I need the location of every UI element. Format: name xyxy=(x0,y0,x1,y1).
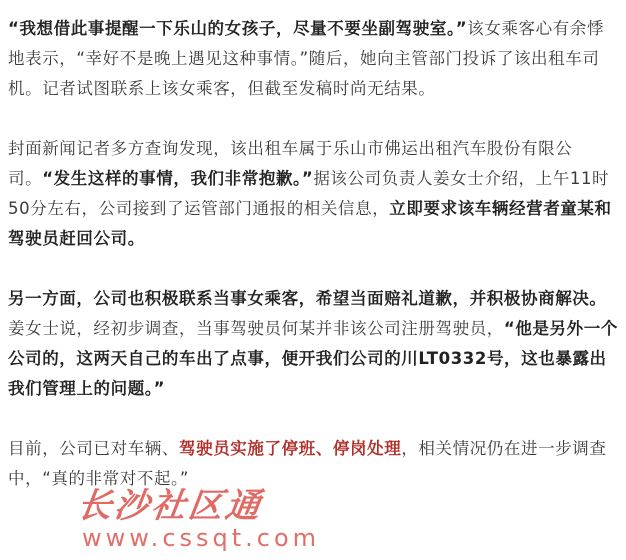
paragraph-gap xyxy=(8,404,620,434)
paragraph-3 xyxy=(8,284,620,314)
highlight-suspension: 驾驶员实施了停班、停岗处理 xyxy=(179,439,402,458)
paragraph-1 xyxy=(8,14,620,104)
paragraph-2-lead: 封面新闻记者多方查询发现，该出租车属于乐山市佛运出租汽车股份有限公司。 xyxy=(8,139,573,188)
quote-apology: “发生这样的事情，我们非常抱歉。” xyxy=(42,169,314,188)
paragraph-2-mid: 据该公司负责人姜女士介绍，上午11时50分左右，公司接到了运管部门通报的相关信息， xyxy=(8,169,610,218)
paragraph-gap xyxy=(8,254,620,284)
paragraph-4 xyxy=(8,314,620,404)
paragraph-2-bold-end: 立即要求该车辆经营者童某和驾驶员赶回公司。 xyxy=(8,199,612,248)
paragraph-5 xyxy=(8,434,620,494)
paragraph-3-bold: 另一方面，公司也积极联系当事女乘客，希望当面赔礼道歉，并积极协商解决。 xyxy=(8,289,607,308)
watermark-url: www.cssqt.com xyxy=(82,524,321,552)
watermark-title: 长沙社区通 xyxy=(74,486,266,526)
paragraph-1-text: 该女乘客心有余悸地表示，“幸好不是晚上遇见这种事情。”随后，她向主管部门投诉了该出租车司机。记者试图联系上该女乘客，但截至发稿时尚无结果。 xyxy=(8,19,605,98)
paragraph-2 xyxy=(8,134,620,254)
quote-other-company: “他是另外一个公司的，这两天自己的车出了点事，便开我们公司的川LT0332号，这也暴露出我们管理上的问题。” xyxy=(8,319,618,398)
article-body xyxy=(8,14,620,494)
quote-remind-girls: “我想借此事提醒一下乐山的女孩子，尽量不要坐副驾驶室。” xyxy=(8,19,468,38)
paragraph-5-lead: 目前，公司已对车辆、 xyxy=(8,439,179,458)
paragraph-5-rest: ，相关情况仍在进一步调查中，“真的非常对不起。” xyxy=(8,439,607,488)
paragraph-gap xyxy=(8,104,620,134)
paragraph-4-lead: 姜女士说，经初步调查，当事驾驶员何某并非该公司注册驾驶员， xyxy=(8,319,504,338)
